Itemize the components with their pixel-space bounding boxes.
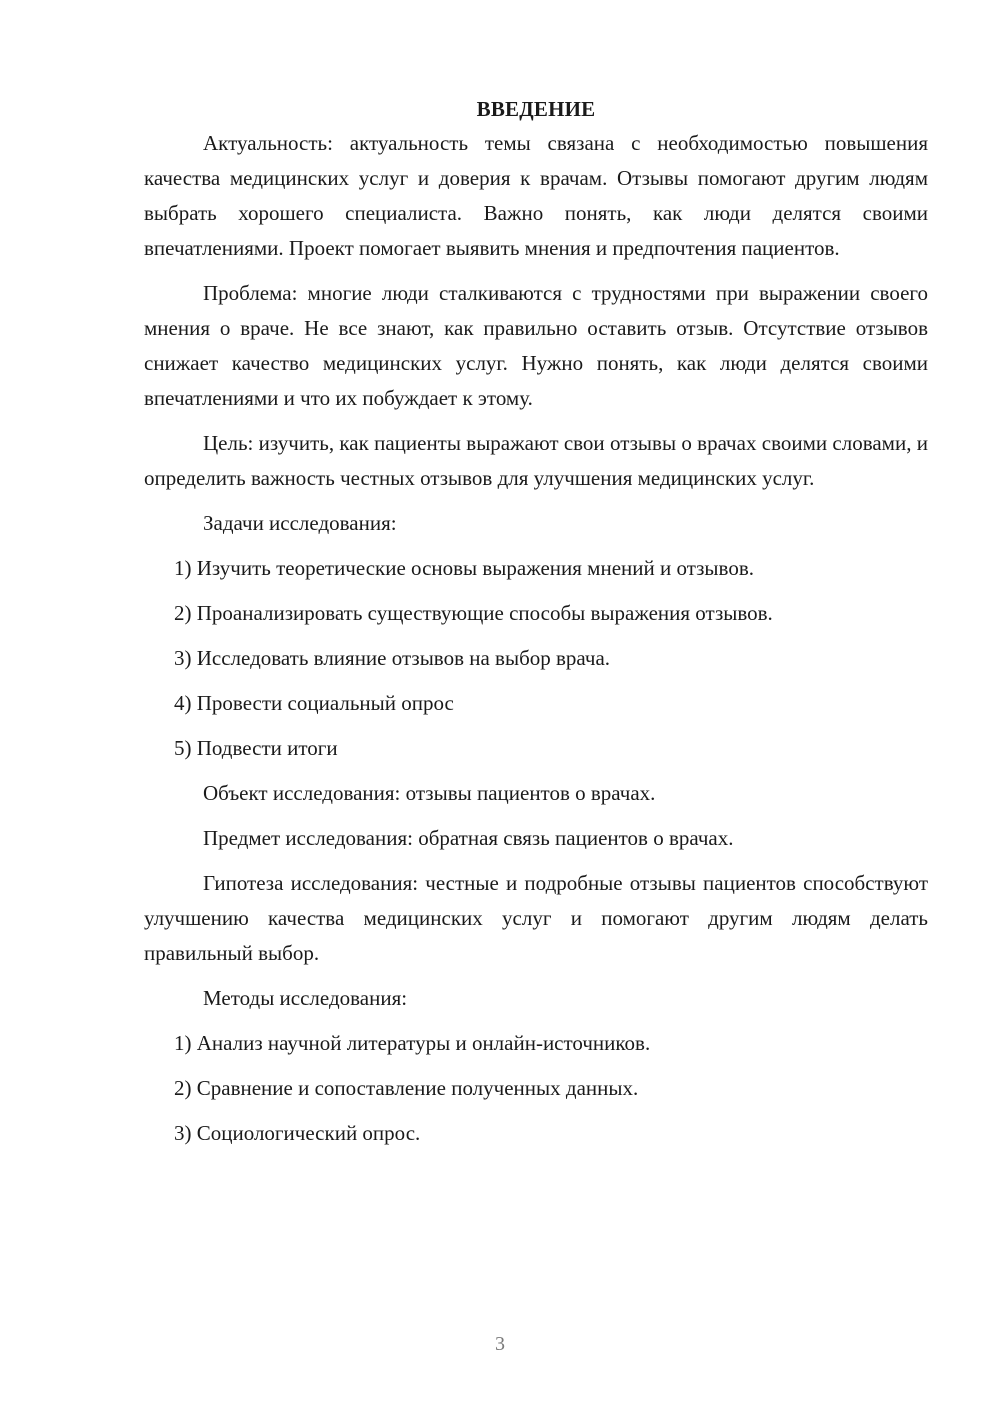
method-item-2: 2) Сравнение и сопоставление полученных данных. xyxy=(174,1076,639,1100)
task-item-1: 1) Изучить теоретические основы выражения мнений и отзывов. xyxy=(174,556,754,580)
object-line: Объект исследования: отзывы пациентов о врачах. xyxy=(203,781,656,805)
page-title: ВВЕДЕНИЕ xyxy=(476,97,596,121)
methods-label: Методы исследования: xyxy=(203,986,408,1010)
task-item-4: 4) Провести социальный опрос xyxy=(174,691,454,715)
task-item-2: 2) Проанализировать существующие способы выражения отзывов. xyxy=(174,601,773,625)
hypothesis-paragraph: Гипотеза исследования: честные и подробные отзывы пациентов способствуют улучшению качества медицинских услуг и помогают другим людям делать правильный выбор. xyxy=(144,871,928,965)
method-item-1: 1) Анализ научной литературы и онлайн-источников. xyxy=(174,1031,651,1055)
tasks-label: Задачи исследования: xyxy=(203,511,397,535)
goal-paragraph: Цель: изучить, как пациенты выражают свои отзывы о врачах своими словами, и определить важность честных отзывов для улучшения медицинских услуг. xyxy=(144,431,928,490)
method-item-3: 3) Социологический опрос. xyxy=(174,1121,421,1145)
task-item-3: 3) Исследовать влияние отзывов на выбор врача. xyxy=(174,646,611,670)
task-item-5: 5) Подвести итоги xyxy=(174,736,338,760)
relevance-paragraph: Актуальность: актуальность темы связана с необходимостью повышения качества медицинских услуг и доверия к врачам. Отзывы помогают другим людям выбрать хорошего специалиста. Важно понять, как люди делятся своими впечатлениями. Проект помогает выявить мнения и предпочтения пациентов. xyxy=(144,131,928,260)
document-page xyxy=(144,92,928,1161)
problem-paragraph: Проблема: многие люди сталкиваются с трудностями при выражении своего мнения о враче. Не все знают, как правильно оставить отзыв. Отсутствие отзывов снижает качество медицинских услуг. Нужно понять, как люди делятся своими впечатлениями и что их побуждает к этому. xyxy=(144,281,928,410)
subject-line: Предмет исследования: обратная связь пациентов о врачах. xyxy=(203,826,734,850)
page-number: 3 xyxy=(495,1333,505,1355)
